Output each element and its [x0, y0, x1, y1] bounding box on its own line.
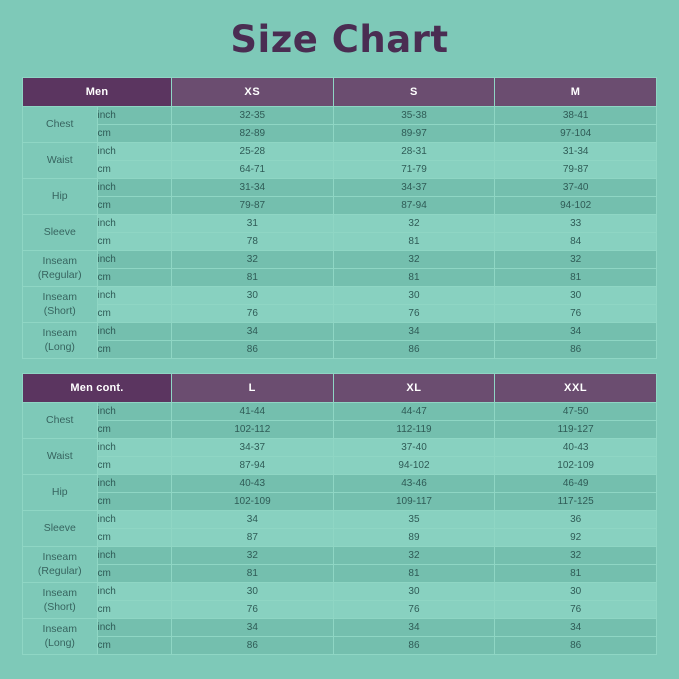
table-row — [23, 439, 657, 457]
table-row — [23, 197, 657, 215]
value-cell: 64-71 — [172, 161, 334, 179]
value-cell: 35 — [333, 511, 495, 529]
table-row — [23, 215, 657, 233]
table-row — [23, 457, 657, 475]
table-header-row — [23, 78, 657, 107]
value-cell: 32-35 — [172, 107, 334, 125]
unit-cell-cm: cm — [97, 125, 172, 143]
value-cell: 86 — [172, 341, 334, 359]
unit-cell-inch: inch — [97, 143, 172, 161]
table-row — [23, 511, 657, 529]
table-header-size: M — [495, 78, 657, 107]
value-cell: 34 — [172, 619, 334, 637]
value-cell: 76 — [495, 305, 657, 323]
unit-cell-inch: inch — [97, 475, 172, 493]
value-cell: 76 — [495, 601, 657, 619]
unit-cell-cm: cm — [97, 565, 172, 583]
measurement-label: Hip — [23, 475, 98, 511]
value-cell: 32 — [172, 547, 334, 565]
unit-cell-inch: inch — [97, 403, 172, 421]
table-header-row — [23, 374, 657, 403]
value-cell: 38-41 — [495, 107, 657, 125]
table-header-label: Men cont. — [23, 374, 172, 403]
value-cell: 47-50 — [495, 403, 657, 421]
value-cell: 82-89 — [172, 125, 334, 143]
table-row — [23, 233, 657, 251]
value-cell: 32 — [333, 251, 495, 269]
measurement-label: Chest — [23, 403, 98, 439]
measurement-label: Inseam (Long) — [23, 619, 98, 655]
value-cell: 79-87 — [495, 161, 657, 179]
value-cell: 119-127 — [495, 421, 657, 439]
unit-cell-inch: inch — [97, 179, 172, 197]
value-cell: 97-104 — [495, 125, 657, 143]
value-cell: 81 — [495, 269, 657, 287]
measurement-label: Inseam (Regular) — [23, 251, 98, 287]
value-cell: 81 — [333, 565, 495, 583]
value-cell: 87-94 — [172, 457, 334, 475]
value-cell: 86 — [172, 637, 334, 655]
value-cell: 40-43 — [495, 439, 657, 457]
value-cell: 94-102 — [495, 197, 657, 215]
unit-cell-inch: inch — [97, 619, 172, 637]
unit-cell-inch: inch — [97, 323, 172, 341]
table-row — [23, 583, 657, 601]
size-tables-container — [22, 77, 657, 655]
value-cell: 36 — [495, 511, 657, 529]
value-cell: 78 — [172, 233, 334, 251]
value-cell: 37-40 — [333, 439, 495, 457]
value-cell: 34 — [495, 323, 657, 341]
measurement-label: Waist — [23, 143, 98, 179]
table-header-size: S — [333, 78, 495, 107]
value-cell: 92 — [495, 529, 657, 547]
table-header-size: XS — [172, 78, 334, 107]
value-cell: 25-28 — [172, 143, 334, 161]
unit-cell-cm: cm — [97, 161, 172, 179]
unit-cell-cm: cm — [97, 269, 172, 287]
unit-cell-inch: inch — [97, 583, 172, 601]
value-cell: 35-38 — [333, 107, 495, 125]
value-cell: 40-43 — [172, 475, 334, 493]
unit-cell-cm: cm — [97, 637, 172, 655]
table-row — [23, 305, 657, 323]
measurement-label: Waist — [23, 439, 98, 475]
unit-cell-inch: inch — [97, 251, 172, 269]
table-row — [23, 601, 657, 619]
value-cell: 46-49 — [495, 475, 657, 493]
measurement-label: Inseam (Regular) — [23, 547, 98, 583]
table-row — [23, 421, 657, 439]
value-cell: 94-102 — [333, 457, 495, 475]
value-cell: 44-47 — [333, 403, 495, 421]
unit-cell-cm: cm — [97, 493, 172, 511]
unit-cell-cm: cm — [97, 305, 172, 323]
measurement-label: Chest — [23, 107, 98, 143]
value-cell: 30 — [172, 287, 334, 305]
table-row — [23, 565, 657, 583]
value-cell: 112-119 — [333, 421, 495, 439]
table-row — [23, 475, 657, 493]
table-row — [23, 529, 657, 547]
unit-cell-cm: cm — [97, 421, 172, 439]
unit-cell-cm: cm — [97, 233, 172, 251]
table-row — [23, 143, 657, 161]
value-cell: 32 — [333, 215, 495, 233]
value-cell: 81 — [333, 269, 495, 287]
table-row — [23, 547, 657, 565]
value-cell: 102-109 — [172, 493, 334, 511]
value-cell: 81 — [333, 233, 495, 251]
value-cell: 102-112 — [172, 421, 334, 439]
unit-cell-inch: inch — [97, 287, 172, 305]
measurement-label: Inseam (Long) — [23, 323, 98, 359]
table-row — [23, 637, 657, 655]
value-cell: 79-87 — [172, 197, 334, 215]
unit-cell-cm: cm — [97, 197, 172, 215]
value-cell: 117-125 — [495, 493, 657, 511]
value-cell: 87-94 — [333, 197, 495, 215]
table-header-size: XXL — [495, 374, 657, 403]
value-cell: 34 — [495, 619, 657, 637]
measurement-label: Sleeve — [23, 215, 98, 251]
value-cell: 81 — [172, 269, 334, 287]
value-cell: 30 — [333, 583, 495, 601]
table-header-size: XL — [333, 374, 495, 403]
value-cell: 34 — [333, 323, 495, 341]
value-cell: 34-37 — [333, 179, 495, 197]
measurement-label: Inseam (Short) — [23, 287, 98, 323]
unit-cell-cm: cm — [97, 457, 172, 475]
unit-cell-cm: cm — [97, 341, 172, 359]
unit-cell-inch: inch — [97, 215, 172, 233]
unit-cell-cm: cm — [97, 601, 172, 619]
value-cell: 30 — [495, 287, 657, 305]
value-cell: 76 — [172, 601, 334, 619]
value-cell: 34 — [333, 619, 495, 637]
value-cell: 89 — [333, 529, 495, 547]
value-cell: 41-44 — [172, 403, 334, 421]
measurement-label: Inseam (Short) — [23, 583, 98, 619]
table-row — [23, 107, 657, 125]
value-cell: 32 — [172, 251, 334, 269]
table-row — [23, 493, 657, 511]
value-cell: 31-34 — [172, 179, 334, 197]
value-cell: 32 — [333, 547, 495, 565]
value-cell: 81 — [495, 565, 657, 583]
value-cell: 33 — [495, 215, 657, 233]
size-table — [22, 373, 657, 655]
value-cell: 76 — [333, 601, 495, 619]
table-row — [23, 323, 657, 341]
value-cell: 86 — [333, 341, 495, 359]
value-cell: 32 — [495, 547, 657, 565]
unit-cell-inch: inch — [97, 547, 172, 565]
table-row — [23, 341, 657, 359]
measurement-label: Sleeve — [23, 511, 98, 547]
unit-cell-cm: cm — [97, 529, 172, 547]
value-cell: 86 — [495, 637, 657, 655]
value-cell: 34 — [172, 511, 334, 529]
value-cell: 30 — [333, 287, 495, 305]
value-cell: 43-46 — [333, 475, 495, 493]
value-cell: 102-109 — [495, 457, 657, 475]
value-cell: 71-79 — [333, 161, 495, 179]
unit-cell-inch: inch — [97, 511, 172, 529]
value-cell: 76 — [172, 305, 334, 323]
value-cell: 30 — [172, 583, 334, 601]
table-row — [23, 125, 657, 143]
unit-cell-inch: inch — [97, 107, 172, 125]
value-cell: 34 — [172, 323, 334, 341]
value-cell: 28-31 — [333, 143, 495, 161]
value-cell: 87 — [172, 529, 334, 547]
value-cell: 32 — [495, 251, 657, 269]
table-row — [23, 287, 657, 305]
table-row — [23, 269, 657, 287]
value-cell: 31-34 — [495, 143, 657, 161]
value-cell: 84 — [495, 233, 657, 251]
table-row — [23, 179, 657, 197]
value-cell: 31 — [172, 215, 334, 233]
measurement-label: Hip — [23, 179, 98, 215]
table-row — [23, 251, 657, 269]
value-cell: 86 — [495, 341, 657, 359]
value-cell: 76 — [333, 305, 495, 323]
table-row — [23, 403, 657, 421]
page-title: Size Chart — [230, 18, 449, 61]
value-cell: 81 — [172, 565, 334, 583]
size-table — [22, 77, 657, 359]
value-cell: 34-37 — [172, 439, 334, 457]
table-header-size: L — [172, 374, 334, 403]
value-cell: 30 — [495, 583, 657, 601]
unit-cell-inch: inch — [97, 439, 172, 457]
value-cell: 86 — [333, 637, 495, 655]
value-cell: 109-117 — [333, 493, 495, 511]
table-row — [23, 619, 657, 637]
value-cell: 37-40 — [495, 179, 657, 197]
value-cell: 89-97 — [333, 125, 495, 143]
table-row — [23, 161, 657, 179]
table-header-label: Men — [23, 78, 172, 107]
